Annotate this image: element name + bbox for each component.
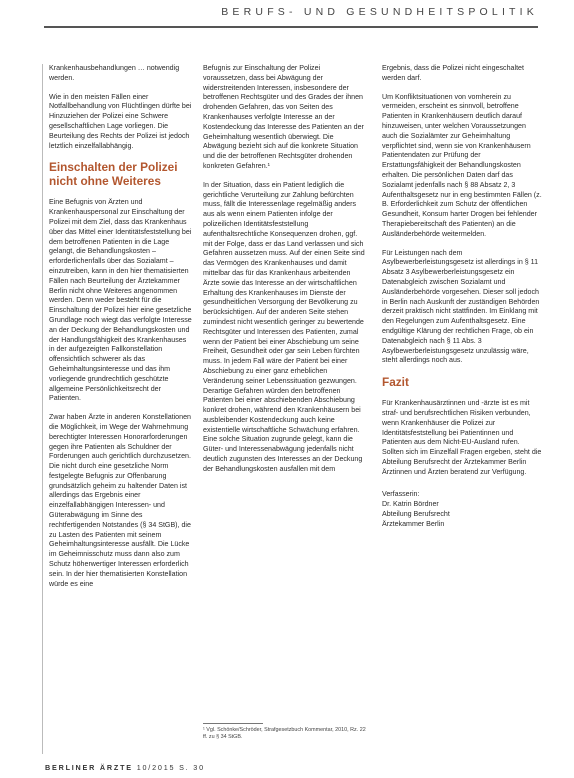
section-heading: Fazit <box>382 375 409 390</box>
author-name: Dr. Katrin Bördner <box>382 500 439 509</box>
author-department: Abteilung Berufsrecht <box>382 510 450 519</box>
paragraph: In der Situation, dass ein Patient lediglich die gerichtliche Verurteilung zur Zahlung befürchten muss, fällt die Interessenlage regelmäßig anders aus als wenn einem Patienten infolge der polizeilichen Identitätsfeststellung aufenthaltsrechtliche Konsequenzen drohen, ggf. mit der Folge, dass er das Land verlassen und sich Gefahren aussetzen muss. Auf der einen Seite sind das Vermögen des Krankenhauses und damit mittelbar das für das Krankenhaus arbeitenden Ärzte sowie das Interesse an der wirtschaftlichen Erhaltung des Krankenhauses im Dienste der gesundheitlichen Versorgung der Bevölkerung zu berücksichtigen. Auf der anderen Seite stehen zumindest nicht wesentlich geringer zu bewertende Rechtsgüter und Interessen des Patienten, zumal wenn der Patient bei einer Abschiebung um seine Freiheit, Gesundheit oder gar sein Leben fürchten muss. In jedem Fall wäre der Patient bei einer Abschiebung zu einer ganz erheblichen Veränderung seiner Lebenssituation gezwungen. Derartige Gefahren würden den betroffenen Patienten bei einer abschiebenden Abschiebung konkret drohen, während den Krankenhäusern bei ausbleibender Kostendeckung auch keine existentielle wirtschaftliche Schwächung erfahren. Eine solche Situation zugrunde gelegt, kann die Güter- und Interessenabwägung jedenfalls nicht deutlich zugunsten des Interesses an der Deckung der Behandlungskosten ausfallen mit dem <box>203 180 365 473</box>
paragraph: Zwar haben Ärzte in anderen Konstellationen die Möglichkeit, im Wege der Wahrnehmung berechtigter Interessen Honorarforderungen gegen ihre Patienten als Schuldner der Forderungen auch gerichtlich durchzusetzen. Die nicht durch eine gesetzliche Norm festgelegte Befugnis zur Offenbarung grundsätzlich geheim zu haltender Daten ist allerdings das Ergebnis einer einzelfallabhängigen Interessen- und Güterabwägung im Sinne des rechtfertigenden Notstandes (§ 34 StGB), die zu Lasten des Patienten mit seinem Geheimhaltungsinteresse ausfällt. Die Lücke im Geheimnisschutz muss dann also zum Schutz höherwertiger Interessen erforderlich sein. In der hier thematisierten Konstellation würde es eine <box>49 413 191 588</box>
footnote-rule <box>203 723 263 724</box>
section-title: BERUFS- UND GESUNDHEITSPOLITIK <box>221 6 538 18</box>
paragraph: Eine Befugnis von Ärzten und Krankenhauspersonal zur Einschaltung der Polizei mit dem Ziel, dass das Krankenhaus über das Mittel einer Identitätsfeststellung bei dem betroffenen Patienten in die Lage gelangt, die Behandlungskosten – erforderlichenfalls über das Sozialamt – einzutreiben, kann in den hier thematisierten Fällen nach Beurteilung der Ärztekammer Berlin nicht ohne Weiteres angenommen werden. Denn weder besteht für die Einschaltung der Polizei hier eine gesetzliche Grundlage noch wiegt das verfolgte Interesse an der Deckung der Behandlungskosten und der Handlungsfähigkeit des Krankenhauses in der aufgezeigten Fallkonstellation offensichtlich schwerer als das Geheimhaltungsinteresse und das ihm vorliegende grundrechtlich geschützte allgemeine Persönlichkeitsrecht der Patienten. <box>49 198 192 403</box>
paragraph: Für Leistungen nach dem Asylbewerberleistungsgesetz ist allerdings in § 11 Absatz 3 Asylbewerberleistungsgesetz ein Datenabgleich zwischen Sozialamt und Ausländerbehörde vorgesehen. Dieser soll jedoch in Berlin nach Auskunft der zuständigen Behörden derzeit praktisch nicht stattfinden. Im Einklang mit den Regelungen zum Aufenthaltsgesetz. Eine endgültige Klärung der rechtlichen Frage, ob ein Datenabgleich nach § 11 Abs. 3 Asylbewerberleistungsgesetz unzulässig wäre, steht allerdings noch aus. <box>382 248 540 365</box>
page-header <box>0 0 574 44</box>
footnote: ¹ Vgl. Schönke/Schröder, Strafgesetzbuch Kommentar, 2010, Rz. 22 ff. zu § 34 StGB. <box>203 727 366 740</box>
section-heading: Einschalten der Polizei nicht ohne Weiteres <box>49 160 178 189</box>
paragraph: Befugnis zur Einschaltung der Polizei voraussetzen, dass bei Abwägung der widerstreitenden Interessen, insbesondere der betroffenen Rechtsgüter und des Grades der ihnen drohenden Gefahren, das von Seiten des Krankenhauses verfolgte Interesse an der Kostendeckung das Interesse des Patienten an der Geheimhaltung wesentlich überwiegt. Die Abwägung bezieht sich auf die konkrete Situation und die der betroffenen Rechtsgüter drohenden konkreten Gefahren.¹ <box>203 64 364 170</box>
paragraph: Krankenhausbehandlungen … notwendig werden. <box>49 64 180 82</box>
header-rule <box>44 26 538 28</box>
page-footer <box>45 763 205 772</box>
column-left <box>49 64 193 598</box>
paragraph: Ergebnis, dass die Polizei nicht eingeschaltet werden darf. <box>382 64 524 82</box>
paragraph: Für Krankenhausärztinnen und -ärzte ist es mit straf- und berufsrechtlichen Risiken verbunden, wenn Krankenhäuser die Polizei zur Identitätsfeststellung bei Patientinnen und Patienten aus dem Nicht-EU-Ausland rufen. Sollten sich im Einzelfall Fragen ergeben, steht die Abteilung Berufsrecht der Ärztekammer Berlin Ärztinnen und Ärzten beratend zur Verfügung. <box>382 399 542 476</box>
paragraph: Um Konfliktsituationen von vornherein zu vermeiden, erscheint es sinnvoll, betroffene Patienten in Krankenhäusern deutlich darauf hinzuweisen, unter welchen Voraussetzungen auch die Sozialämter zur Geheimhaltung verpflichtet sind, wenn sie von Krankenhäusern Patientendaten zur Prüfung der Erstattungsfähigkeit der Behandlungskosten erhalten. Die persönlichen Daten darf das Sozialamt jedenfalls nach § 88 Absatz 2, 3 Aufenthaltsgesetz nur in eng bestimmten Fällen (z. B. Erforderlichkeit zum Schutz der öffentlichen Gesundheit, Konsum harter Drogen bei fehlender Therapiebereitschaft des Patienten) an die Ausländerbehörde weitermelden. <box>382 92 542 238</box>
magazine-name: BERLINER ÄRZTE <box>45 763 133 772</box>
column-right <box>382 64 542 529</box>
issue-info: 10/2015 S. 30 <box>136 763 205 772</box>
author-intro: Verfasserin: <box>382 490 420 499</box>
author-signature <box>382 489 542 529</box>
margin-rule <box>42 64 43 754</box>
author-organization: Ärztekammer Berlin <box>382 520 445 529</box>
column-middle <box>203 64 366 484</box>
paragraph: Wie in den meisten Fällen einer Notfallbehandlung von Flüchtlingen dürfte bei Hinzuziehen der Polizei eine Schwere gesellschaftlichen Lage vorliegen. Die Beurteilung des Rechts der Polizei ist jedoch letztlich einzelfallabhängig. <box>49 92 192 150</box>
